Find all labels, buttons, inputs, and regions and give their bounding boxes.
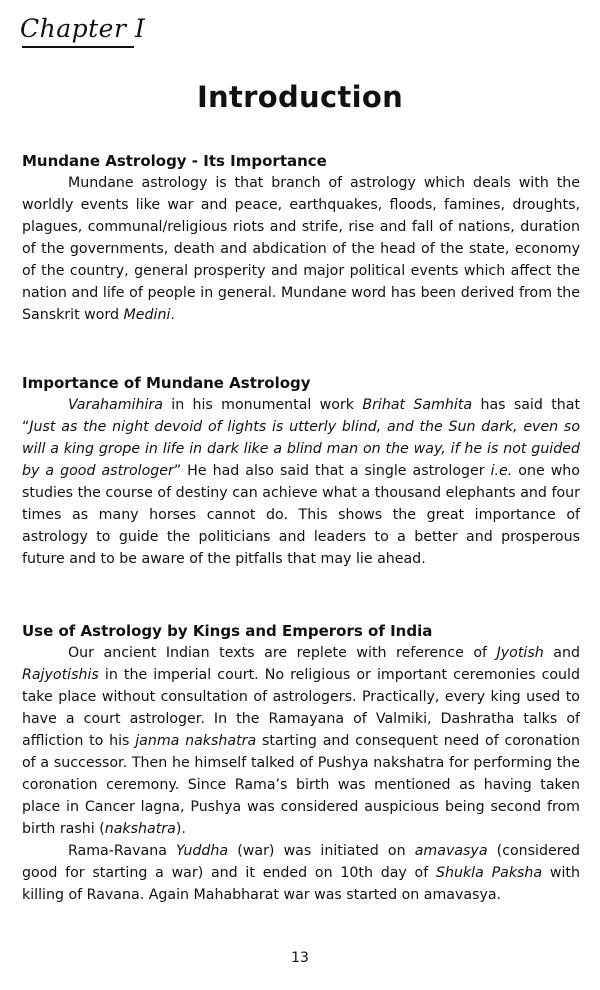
italic-text-run: nakshatra	[104, 821, 176, 837]
italic-text-run: Just as the night devoid of lights is utterly blind, and the Sun dark, even so will a king grope in life in dark like a blind man on the way, if he is not guided by a good astrologer	[22, 419, 580, 479]
chapter-label: Chapter I	[20, 14, 146, 43]
italic-text-run: janma nakshatra	[135, 733, 257, 749]
italic-text-run: Rajyotishis	[22, 667, 99, 683]
italic-text-run: Varahamihira	[68, 397, 163, 413]
page-title: Introduction	[196, 80, 404, 114]
text-run: in his monumental work	[162, 397, 363, 413]
text-run: Mundane astrology is that branch of astrology which deals with the worldly events like war and peace, earthquakes, floods, famines, droughts, plagues, communal/religious riots and strife, rise and fall of nations, duration of the governments, death and abdication of the head of the state, economy of the country, general prosperity and major political events which affect the nation and life of people in general. Mundane word has been derived from the Sanskrit word	[22, 175, 580, 323]
text-run: ” He had also said that a single astrologer	[173, 463, 491, 479]
text-run: one who studies the course of destiny can achieve what a thousand elephants and four times as many horses cannot do. This shows the great importance of astrology to guide the politicians and leaders to a better and prosperous future and to be aware of the pitfalls that may lie ahead.	[22, 463, 580, 567]
section-kings-emperors	[22, 620, 580, 906]
text-run: with killing of Ravana. Again Mahabharat war was started on amavasya.	[22, 865, 580, 903]
section-heading: Use of Astrology by Kings and Emperors of India	[22, 622, 433, 640]
text-run: (war) was initiated on	[228, 843, 415, 859]
italic-text-run: Jyotish	[496, 645, 544, 661]
text-run: Our ancient Indian texts are replete with reference of	[68, 645, 497, 661]
section-mundane-astrology	[22, 150, 580, 326]
page-number: 13	[291, 950, 309, 966]
italic-text-run: i.e.	[490, 463, 513, 479]
chapter-underline	[22, 46, 134, 48]
text-run: in the imperial court. No religious or important ceremonies could take place without consultation of astrologers. Practically, every king used to have a court astrologer. In the Ramayana of Valmiki, Dashratha talks of affliction to his	[22, 667, 580, 749]
section-heading: Mundane Astrology - Its Importance	[22, 152, 327, 170]
italic-text-run: Medini	[123, 307, 171, 323]
section-paragraph	[22, 394, 580, 570]
section-heading: Importance of Mundane Astrology	[22, 374, 311, 392]
italic-text-run: Brihat Samhita	[362, 397, 473, 413]
text-run: ).	[175, 821, 186, 837]
text-run: (considered good for starting a war) and it ended on 10th day of	[22, 843, 580, 881]
section-paragraph	[22, 642, 580, 840]
italic-text-run: Yuddha	[176, 843, 229, 859]
text-run: .	[170, 307, 175, 323]
italic-text-run: Shukla Paksha	[435, 865, 543, 881]
section-importance	[22, 372, 580, 570]
text-run: Rama-Ravana	[68, 843, 177, 859]
text-run: and	[543, 645, 580, 661]
section-paragraph	[22, 840, 580, 906]
text-run: has said that “	[22, 397, 581, 435]
text-run: starting and consequent need of coronation of a successor. Then he himself talked of Pushya nakshatra for performing the coronation ceremony. Since Rama’s birth was mentioned as having taken place in Cancer lagna, Pushya was considered auspicious being second from birth rashi (	[22, 733, 580, 837]
section-paragraph	[22, 172, 580, 326]
italic-text-run: amavasya	[414, 843, 488, 859]
